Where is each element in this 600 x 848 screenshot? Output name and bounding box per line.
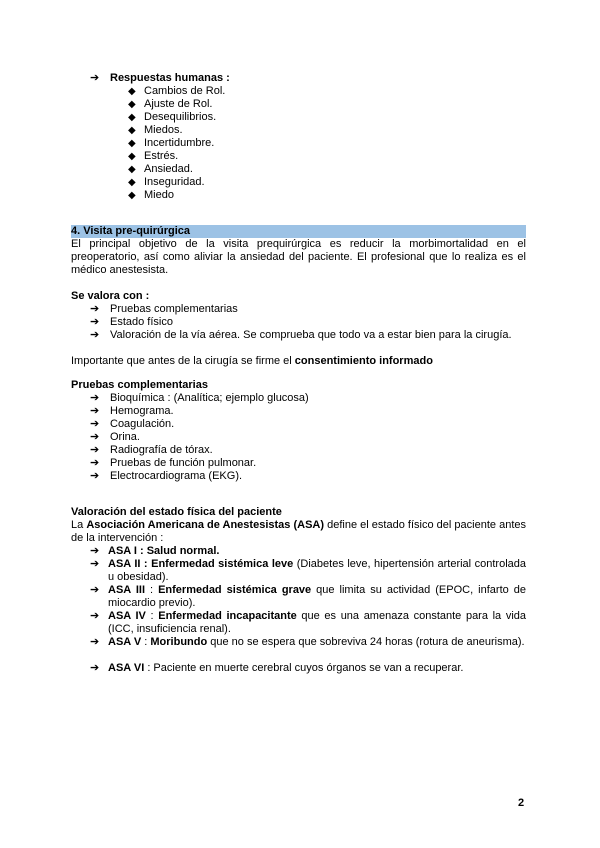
list-item-text: Incertidumbre. [144, 137, 215, 149]
diamond-bullet-icon: ◆ [128, 190, 136, 201]
list-item: ➔ Hemograma. [90, 405, 174, 417]
arrow-icon: ➔ [90, 405, 100, 417]
asa-item: ASA IV : Enfermedad incapacitante que es una amenaza constante para la vida (ICC, insuficiencia renal). [108, 610, 527, 635]
asa-heading: Valoración del estado física del paciente [71, 506, 282, 518]
list-item-text: Desequilibrios. [144, 111, 217, 123]
asa-item: ASA V : Moribundo que no se espera que sobreviva 24 horas (rotura de aneurisma). [108, 636, 525, 648]
arrow-icon: ➔ [90, 418, 100, 430]
diamond-bullet-icon: ◆ [128, 138, 136, 149]
arrow-icon: ➔ [90, 545, 100, 557]
list-item-text: Miedos. [144, 124, 183, 136]
list-item: ➔ Valoración de la vía aérea. Se comprueba que todo va a estar bien para la cirugía. [90, 329, 512, 341]
list-item: ➔ Coagulación. [90, 418, 175, 430]
pruebas-heading: Pruebas complementarias [71, 379, 208, 391]
arrow-icon: ➔ [90, 558, 100, 570]
diamond-bullet-icon: ◆ [128, 164, 136, 175]
list-item: ➔ Orina. [90, 431, 140, 443]
list-item-text: Estrés. [144, 150, 179, 162]
list-item: ➔ Estado físico [90, 316, 173, 328]
arrow-icon: ➔ [90, 457, 100, 469]
list-item [128, 137, 214, 150]
list-item [128, 85, 225, 98]
list-item [128, 150, 178, 163]
list-item [128, 98, 212, 111]
list-item: ➔ Pruebas de función pulmonar. [90, 457, 257, 469]
arrow-icon: ➔ [90, 444, 100, 456]
list-item: ➔ Bioquímica : (Analítica; ejemplo glucosa) [90, 392, 309, 404]
diamond-bullet-icon: ◆ [128, 99, 136, 110]
arrow-icon: ➔ [90, 316, 100, 328]
arrow-icon: ➔ [90, 303, 100, 315]
diamond-bullet-icon: ◆ [128, 86, 136, 97]
arrow-icon: ➔ [90, 662, 100, 674]
list-item-text: Ajuste de Rol. [144, 98, 213, 110]
list-item [128, 124, 183, 137]
list-item [128, 111, 216, 124]
list-item-text: Miedo [144, 189, 174, 201]
arrow-icon: ➔ [90, 392, 100, 404]
section-intro: El principal objetivo de la visita prequirúrgica es reducir la morbimortalidad en el preoperatorio, así como aliviar la ansiedad del paciente. El profesional que lo realiza es el médico anestesista. [71, 238, 526, 276]
arrow-icon: ➔ [90, 72, 100, 84]
list-item-text: Ansiedad. [144, 163, 193, 175]
list-item-text: Inseguridad. [144, 176, 205, 188]
list-item: ➔ Pruebas complementarias [90, 303, 238, 315]
respuestas-heading: Respuestas humanas : [110, 72, 230, 84]
diamond-bullet-icon: ◆ [128, 125, 136, 136]
list-item [128, 176, 205, 189]
list-item [128, 189, 174, 202]
section-title: 4. Visita pre-quirúrgica [71, 225, 191, 237]
arrow-icon: ➔ [90, 636, 100, 648]
list-item: ➔ Electrocardiograma (EKG). [90, 470, 243, 482]
diamond-bullet-icon: ◆ [128, 177, 136, 188]
respuestas-heading-line [90, 72, 230, 85]
asa-item: ASA III : Enfermedad sistémica grave que limita su actividad (EPOC, infarto de miocardio previo). [108, 584, 526, 609]
list-item: ➔ Radiografía de tórax. [90, 444, 213, 456]
asa-intro: La Asociación Americana de Anestesistas (ASA) define el estado físico del paciente antes de la intervención : [71, 519, 526, 544]
page-number: 2 [518, 797, 525, 809]
diamond-bullet-icon: ◆ [128, 112, 136, 123]
list-item [128, 163, 193, 176]
arrow-icon: ➔ [90, 610, 100, 622]
arrow-icon: ➔ [90, 329, 100, 341]
diamond-bullet-icon: ◆ [128, 151, 136, 162]
asa-item: ASA II : Enfermedad sistémica leve (Diabetes leve, hipertensión arterial controlada u obesidad). [108, 558, 526, 583]
asa-item: ASA I : Salud normal. [108, 545, 220, 557]
asa-item: ASA VI : Paciente en muerte cerebral cuyos órganos se van a recuperar. [108, 662, 464, 674]
list-item-text: Cambios de Rol. [144, 85, 226, 97]
arrow-icon: ➔ [90, 584, 100, 596]
importante-line: Importante que antes de la cirugía se firme el consentimiento informado [71, 355, 433, 367]
arrow-icon: ➔ [90, 431, 100, 443]
arrow-icon: ➔ [90, 470, 100, 482]
valora-heading: Se valora con : [71, 290, 150, 302]
